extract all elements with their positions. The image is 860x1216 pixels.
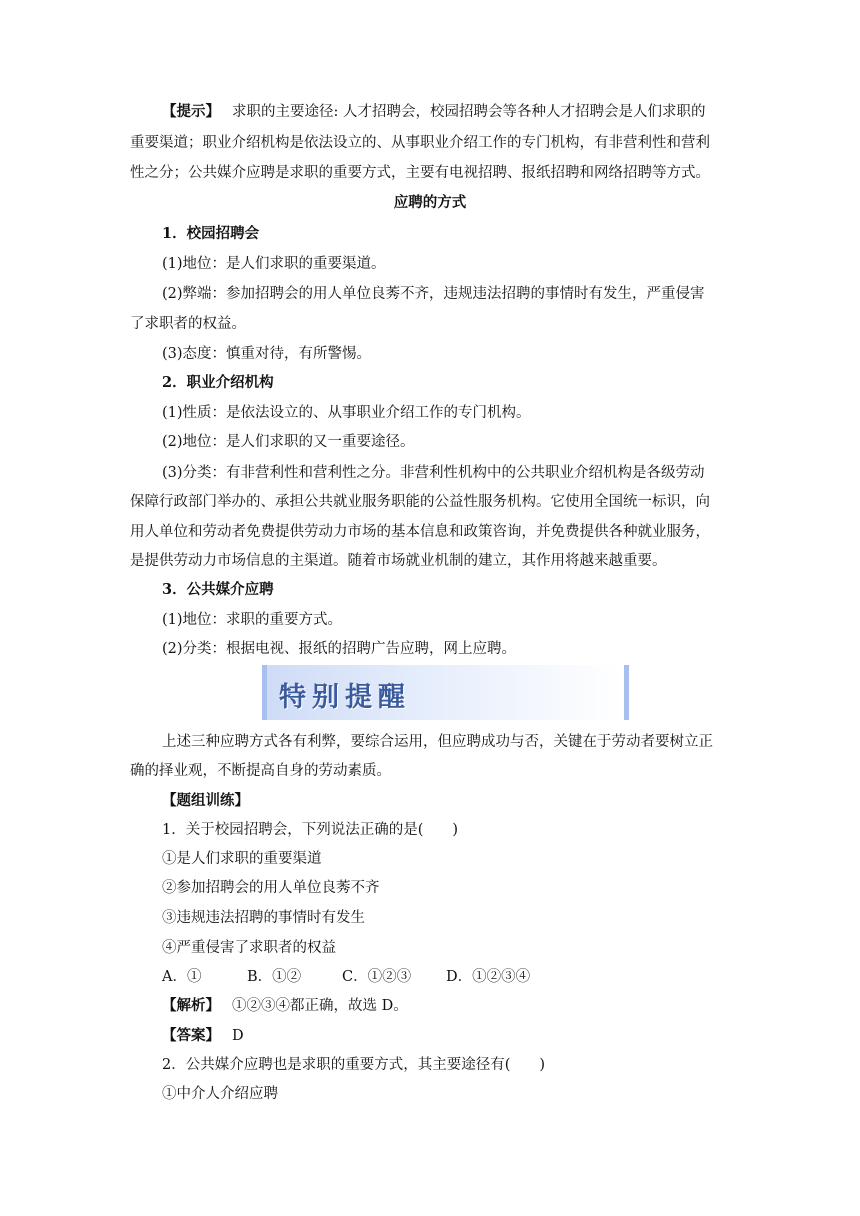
question-2-item: ①中介人介绍应聘: [162, 1086, 278, 1102]
section-2-point-3a: (3)分类：有非营利性和营利性之分。非营利性机构中的公共职业介绍机构是各级劳动: [162, 465, 705, 481]
option-c: C．①②③: [342, 969, 412, 985]
section-title: 应聘的方式: [393, 194, 467, 211]
section-1-heading: 1．校园招聘会: [162, 225, 260, 242]
section-2-point-2: (2)地位：是人们求职的又一重要途径。: [162, 434, 415, 450]
banner-title: 特别提醒: [279, 682, 411, 713]
answer-tag: 【答案】: [162, 1027, 220, 1044]
option-a: A．①: [162, 969, 202, 985]
question-1-item: ②参加招聘会的用人单位良莠不齐: [162, 880, 380, 896]
hint-line-1: 【提示】 求职的主要途径: 人才招聘会，校园招聘会等各种人才招聘会是人们求职的: [162, 103, 706, 120]
section-1-point-3: (3)态度：慎重对待，有所警惕。: [162, 346, 372, 362]
option-b: B．①②: [247, 969, 302, 985]
question-1-item: ③违规违法招聘的事情时有发生: [162, 910, 365, 926]
reminder-line-2: 确的择业观，不断提高自身的劳动素质。: [130, 763, 391, 779]
section-1-point-2a: (2)弊端：参加招聘会的用人单位良莠不齐，违规违法招聘的事情时有发生，严重侵害: [162, 286, 705, 302]
section-3-point-2: (2)分类：根据电视、报纸的招聘广告应聘，网上应聘。: [162, 641, 517, 657]
question-1-stem: 1．关于校园招聘会，下列说法正确的是( ): [162, 822, 459, 838]
question-1-answer: 【答案】 D: [162, 1027, 244, 1044]
section-3-point-1: (1)地位：求职的重要方式。: [162, 612, 343, 628]
reminder-line-1: 上述三种应聘方式各有利弊，要综合运用，但应聘成功与否，关键在于劳动者要树立正: [162, 734, 713, 750]
analysis-tag: 【解析】: [162, 997, 220, 1014]
question-1-options: [162, 967, 762, 987]
option-d: D．①②③④: [446, 969, 531, 985]
section-2-point-3b: 保障行政部门举办的、承担公共就业服务职能的公益性服务机构。它使用全国统一标识，向: [130, 494, 710, 510]
section-2-point-1: (1)性质：是依法设立的、从事职业介绍工作的专门机构。: [162, 405, 531, 421]
question-1-analysis: 【解析】 ①②③④都正确，故选 D。: [162, 997, 408, 1014]
section-2-point-3c: 用人单位和劳动者免费提供劳动力市场的基本信息和政策咨询，并免费提供各种就业服务，: [130, 524, 710, 540]
section-2-heading: 2．职业介绍机构: [162, 374, 274, 391]
exercise-heading: 【题组训练】: [162, 792, 249, 809]
section-2-point-3d: 是提供劳动力市场信息的主渠道。随着市场就业机制的建立，其作用将越来越重要。: [130, 553, 667, 569]
hint-line-2: 重要渠道；职业介绍机构是依法设立的、从事职业介绍工作的专门机构，有非营利性和营利: [130, 135, 710, 151]
hint-tag: 【提示】: [162, 103, 220, 120]
section-1-point-1: (1)地位：是人们求职的重要渠道。: [162, 256, 386, 272]
question-1-item: ①是人们求职的重要渠道: [162, 851, 322, 867]
special-reminder-banner: [262, 665, 629, 720]
question-1-item: ④严重侵害了求职者的权益: [162, 940, 336, 956]
question-2-stem: 2．公共媒介应聘也是求职的重要方式，其主要途径有( ): [162, 1057, 546, 1073]
hint-line-3: 性之分；公共媒介应聘是求职的重要方式，主要有电视招聘、报纸招聘和网络招聘等方式。: [130, 165, 710, 181]
section-3-heading: 3．公共媒介应聘: [162, 581, 274, 598]
section-1-point-2b: 了求职者的权益。: [130, 316, 246, 332]
